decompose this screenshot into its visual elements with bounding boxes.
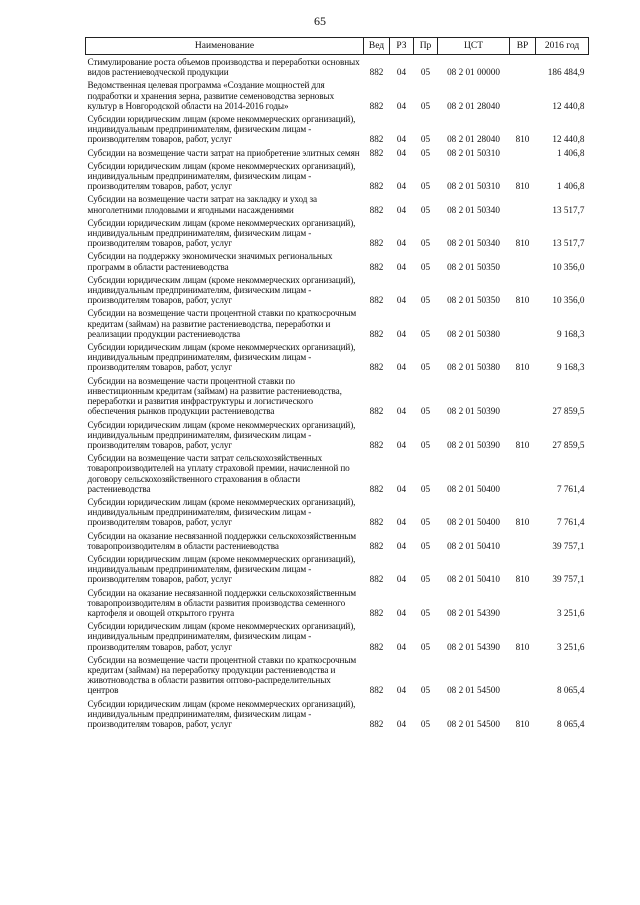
- header-cst: ЦСТ: [438, 38, 510, 55]
- cell-vr: 810: [515, 718, 530, 729]
- cell-ved: 882: [369, 517, 384, 528]
- table-row: [86, 340, 589, 374]
- cell-pr: 05: [420, 406, 431, 417]
- cell-cst: 08 2 01 50410: [447, 540, 500, 551]
- cell-ved: 882: [369, 406, 384, 417]
- cell-vr: [510, 55, 536, 79]
- page-number: 65: [314, 14, 326, 28]
- cell-rz: 04: [396, 362, 407, 373]
- cell-amount: 39 757,1: [552, 574, 585, 585]
- cell-ved: 882: [369, 718, 384, 729]
- cell-vr: 810: [515, 181, 530, 192]
- table-row: [86, 273, 589, 307]
- cell-amount: 8 065,4: [556, 718, 585, 729]
- cell-vr: 810: [515, 439, 530, 450]
- table-row: [86, 418, 589, 452]
- cell-rz: 04: [396, 517, 407, 528]
- cell-vr: 810: [515, 238, 530, 249]
- table-row: [86, 495, 589, 529]
- cell-vr: [510, 192, 536, 215]
- cell-cst: 08 2 01 50380: [447, 328, 500, 339]
- table-row: [86, 653, 589, 697]
- cell-vr: [510, 374, 536, 418]
- cell-ved: 882: [369, 439, 384, 450]
- cell-amount: 1 406,8: [556, 147, 585, 158]
- cell-rz: 04: [396, 574, 407, 585]
- cell-vr: 810: [515, 295, 530, 306]
- header-pr: Пр: [414, 38, 438, 55]
- cell-name: Субсидии юридическим лицам (кроме некоммерческих организаций), индивидуальным предпринимателям, физическим лицам - производителям товаров, работ, услуг: [87, 217, 356, 249]
- cell-pr: 05: [420, 540, 431, 551]
- cell-amount: 3 251,6: [556, 641, 585, 652]
- cell-cst: 08 2 01 28040: [447, 134, 500, 145]
- cell-ved: 882: [369, 181, 384, 192]
- cell-cst: 08 2 01 50400: [447, 517, 500, 528]
- cell-rz: 04: [396, 406, 407, 417]
- cell-amount: 7 761,4: [556, 483, 585, 494]
- table-row: [86, 697, 589, 731]
- cell-pr: 05: [420, 328, 431, 339]
- cell-cst: 08 2 01 50410: [447, 574, 500, 585]
- cell-cst: 08 2 01 54390: [447, 641, 500, 652]
- cell-amount: 9 168,3: [556, 328, 585, 339]
- cell-cst: 08 2 01 54500: [447, 685, 500, 696]
- header-name: Наименование: [86, 38, 364, 55]
- cell-name: Субсидии на оказание несвязанной поддержки сельскохозяйственным товаропроизводителям в области развития производства семенного картофеля и овощей открытого грунта: [87, 587, 356, 618]
- cell-cst: 08 2 01 50400: [447, 483, 500, 494]
- cell-ved: 882: [369, 483, 384, 494]
- cell-vr: 810: [515, 517, 530, 528]
- table-row: [86, 249, 589, 272]
- cell-pr: 05: [420, 517, 431, 528]
- cell-pr: 05: [420, 718, 431, 729]
- cell-pr: 05: [420, 261, 431, 272]
- table-row: [86, 216, 589, 250]
- cell-vr: [510, 451, 536, 495]
- cell-vr: 810: [515, 574, 530, 585]
- cell-pr: 05: [420, 574, 431, 585]
- cell-amount: 8 065,4: [556, 685, 585, 696]
- cell-cst: 08 2 01 50310: [447, 181, 500, 192]
- cell-vr: [510, 78, 536, 112]
- table-row: [86, 619, 589, 653]
- cell-vr: [510, 529, 536, 552]
- header-ved: Вед: [364, 38, 390, 55]
- cell-pr: 05: [420, 204, 431, 215]
- cell-ved: 882: [369, 574, 384, 585]
- cell-pr: 05: [420, 439, 431, 450]
- cell-ved: 882: [369, 607, 384, 618]
- cell-amount: 7 761,4: [556, 517, 585, 528]
- cell-vr: [510, 306, 536, 340]
- table-row: [86, 552, 589, 586]
- cell-ved: 882: [369, 67, 384, 78]
- cell-name: Субсидии юридическим лицам (кроме некоммерческих организаций), индивидуальным предпринимателям, физическим лицам - производителям товаров, работ, услуг: [87, 342, 356, 373]
- cell-vr: [510, 146, 536, 159]
- cell-amount: 27 859,5: [552, 439, 585, 450]
- cell-cst: 08 2 01 00000: [447, 67, 500, 78]
- header-vr: ВР: [510, 38, 536, 55]
- cell-cst: 08 2 01 50380: [447, 362, 500, 373]
- cell-rz: 04: [396, 204, 407, 215]
- cell-name: Субсидии на возмещение части процентной ставки по краткосрочным кредитам (займам) на развитие растениеводства, переработки и реализации продукции растениеводства: [87, 308, 357, 339]
- cell-pr: 05: [420, 607, 431, 618]
- budget-table: [85, 37, 589, 730]
- cell-rz: 04: [396, 540, 407, 551]
- cell-name: Ведомственная целевая программа «Создание мощностей для подработки и хранения зерна, развитие семеноводства зерновых культур в Новгородской области на 2014-2016 годы»: [87, 80, 335, 111]
- cell-rz: 04: [396, 685, 407, 696]
- cell-cst: 08 2 01 54390: [447, 607, 500, 618]
- cell-pr: 05: [420, 685, 431, 696]
- cell-rz: 04: [396, 147, 407, 158]
- cell-vr: 810: [515, 362, 530, 373]
- cell-rz: 04: [396, 328, 407, 339]
- cell-name: Субсидии юридическим лицам (кроме некоммерческих организаций), индивидуальным предпринимателям, физическим лицам - производителям товаров, работ, услуг: [87, 553, 356, 585]
- cell-amount: 12 440,8: [552, 134, 585, 145]
- cell-pr: 05: [420, 134, 431, 145]
- table-row: [86, 112, 589, 146]
- cell-name: Субсидии на оказание несвязанной поддержки сельскохозяйственным товаропроизводителям в области растениеводства: [87, 530, 356, 551]
- header-amount: 2016 год: [536, 38, 589, 55]
- cell-ved: 882: [369, 641, 384, 652]
- cell-pr: 05: [420, 295, 431, 306]
- table-row: [86, 451, 589, 495]
- cell-name: Стимулирование роста объемов производства и переработки основных видов растениеводческой продукции: [87, 57, 360, 78]
- cell-name: Субсидии юридическим лицам (кроме некоммерческих организаций), индивидуальным предпринимателям, физическим лицам - производителям товаров, работ, услуг: [87, 621, 356, 652]
- table-row: [86, 159, 589, 193]
- table-row: [86, 374, 589, 418]
- cell-amount: 10 356,0: [552, 261, 585, 272]
- cell-name: Субсидии на возмещение части затрат сельскохозяйственных товаропроизводителей на уплату страховой премии, начисленной по договору сельскохозяйственного страхования в области растениеводства: [87, 453, 350, 494]
- cell-name: Субсидии юридическим лицам (кроме некоммерческих организаций), индивидуальным предпринимателям, физическим лицам - производителям товаров, работ, услуг: [87, 698, 356, 729]
- cell-ved: 882: [369, 134, 384, 145]
- table-row: [86, 306, 589, 340]
- cell-ved: 882: [369, 147, 384, 158]
- cell-name: Субсидии юридическим лицам (кроме некоммерческих организаций), индивидуальным предпринимателям, физическим лицам - производителям товаров, работ, услуг: [87, 419, 356, 450]
- cell-vr: [510, 249, 536, 272]
- cell-rz: 04: [396, 641, 407, 652]
- cell-name: Субсидии на возмещение части процентной ставки по краткосрочным кредитам (займам) на переработку продукции растениеводства и животноводства в области развития оптово-распределительных центров: [87, 654, 357, 696]
- cell-rz: 04: [396, 718, 407, 729]
- cell-vr: 810: [515, 134, 530, 145]
- cell-rz: 04: [396, 238, 407, 249]
- cell-pr: 05: [420, 362, 431, 373]
- cell-amount: 10 356,0: [552, 295, 585, 306]
- cell-pr: 05: [420, 67, 431, 78]
- cell-amount: 12 440,8: [552, 100, 585, 111]
- cell-ved: 882: [369, 100, 384, 111]
- cell-cst: 08 2 01 50350: [447, 261, 500, 272]
- cell-cst: 08 2 01 50350: [447, 295, 500, 306]
- cell-pr: 05: [420, 238, 431, 249]
- cell-ved: 882: [369, 540, 384, 551]
- cell-name: Субсидии на возмещение части затрат на приобретение элитных семян: [87, 147, 360, 158]
- cell-amount: 9 168,3: [556, 362, 585, 373]
- cell-name: Субсидии на поддержку экономически значимых региональных программ в области растениеводства: [87, 251, 333, 272]
- table-row: [86, 529, 589, 552]
- cell-rz: 04: [396, 261, 407, 272]
- cell-pr: 05: [420, 181, 431, 192]
- table-row: [86, 78, 589, 112]
- cell-name: Субсидии юридическим лицам (кроме некоммерческих организаций), индивидуальным предпринимателям, физическим лицам - производителям товаров, работ, услуг: [87, 160, 356, 192]
- cell-name: Субсидии юридическим лицам (кроме некоммерческих организаций), индивидуальным предпринимателям, физическим лицам - производителям товаров, работ, услуг: [87, 496, 356, 528]
- cell-name: Субсидии на возмещение части затрат на закладку и уход за многолетними плодовыми и ягодными насаждениями: [87, 194, 317, 215]
- cell-amount: 3 251,6: [556, 607, 585, 618]
- cell-amount: 39 757,1: [552, 540, 585, 551]
- table-row: [86, 586, 589, 620]
- cell-ved: 882: [369, 328, 384, 339]
- cell-name: Субсидии юридическим лицам (кроме некоммерческих организаций), индивидуальным предпринимателям, физическим лицам - производителям товаров, работ, услуг: [87, 114, 356, 145]
- cell-cst: 08 2 01 50390: [447, 439, 500, 450]
- cell-rz: 04: [396, 607, 407, 618]
- cell-ved: 882: [369, 685, 384, 696]
- cell-cst: 08 2 01 50340: [447, 204, 500, 215]
- header-rz: РЗ: [390, 38, 414, 55]
- cell-rz: 04: [396, 483, 407, 494]
- cell-name: Субсидии на возмещение части процентной ставки по инвестиционным кредитам (займам) на развитие растениеводства, переработки и развития инфраструктуры и логистического обеспечения рынков продукции растениеводства: [87, 375, 342, 417]
- cell-vr: [510, 653, 536, 697]
- table-header-row: [86, 38, 589, 55]
- table-row: [86, 55, 589, 79]
- cell-ved: 882: [369, 295, 384, 306]
- cell-cst: 08 2 01 28040: [447, 100, 500, 111]
- table-row: [86, 192, 589, 215]
- cell-vr: 810: [515, 641, 530, 652]
- cell-rz: 04: [396, 439, 407, 450]
- cell-amount: 1 406,8: [556, 181, 585, 192]
- cell-ved: 882: [369, 261, 384, 272]
- cell-rz: 04: [396, 134, 407, 145]
- cell-cst: 08 2 01 54500: [447, 718, 500, 729]
- cell-pr: 05: [420, 147, 431, 158]
- cell-amount: 13 517,7: [552, 238, 585, 249]
- cell-ved: 882: [369, 204, 384, 215]
- cell-cst: 08 2 01 50310: [447, 147, 500, 158]
- table-row: [86, 146, 589, 159]
- cell-ved: 882: [369, 238, 384, 249]
- cell-pr: 05: [420, 483, 431, 494]
- cell-name: Субсидии юридическим лицам (кроме некоммерческих организаций), индивидуальным предпринимателям, физическим лицам - производителям товаров, работ, услуг: [87, 274, 356, 306]
- cell-cst: 08 2 01 50340: [447, 238, 500, 249]
- cell-rz: 04: [396, 67, 407, 78]
- cell-rz: 04: [396, 100, 407, 111]
- cell-pr: 05: [420, 641, 431, 652]
- cell-vr: [510, 586, 536, 620]
- cell-amount: 13 517,7: [552, 204, 585, 215]
- cell-rz: 04: [396, 295, 407, 306]
- cell-ved: 882: [369, 362, 384, 373]
- cell-cst: 08 2 01 50390: [447, 406, 500, 417]
- cell-rz: 04: [396, 181, 407, 192]
- cell-amount: 186 484,9: [547, 67, 585, 78]
- cell-amount: 27 859,5: [552, 406, 585, 417]
- cell-pr: 05: [420, 100, 431, 111]
